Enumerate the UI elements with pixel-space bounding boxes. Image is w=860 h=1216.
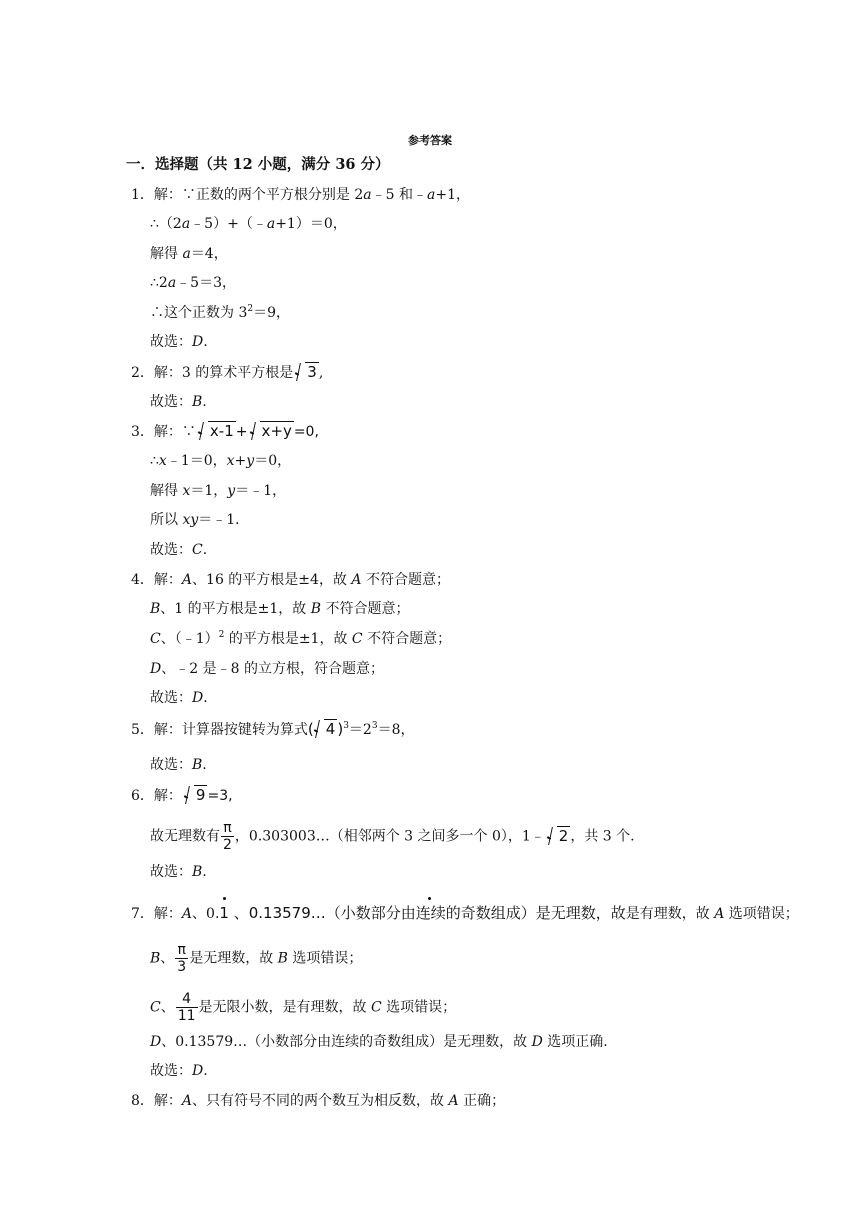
q3-answer: 故选：C. <box>150 542 208 558</box>
q7-line-3: C、 $\frac{4}{11}$ 是无限小数，是有理数，故 C 选项错误； <box>150 991 457 1024</box>
q1-line-5: ∴这个正数为 $3^2=9$， <box>150 304 291 321</box>
sqrt-9: 9 <box>184 785 208 805</box>
q3-line-2: ∴x﹣1＝0，x+y＝0， <box>150 453 292 469</box>
q4-line-2: B、1 的平方根是±1，故 B 不符合题意； <box>150 601 410 617</box>
repeating-digit-1: 1 <box>219 904 229 922</box>
q4-line-3: C、（﹣1）$^2$ 的平方根是±1，故 C 不符合题意； <box>150 630 452 647</box>
repeating-digit-3: 、0.13579…（小数部分由连续的奇数组成）是无理数，故 <box>233 904 626 922</box>
fraction-4-over-11: $\frac{4}{11}$ <box>177 991 196 1024</box>
q4-line-4: D、﹣2 是﹣8 的立方根，符合题意； <box>150 661 384 677</box>
q1-line-1: 1．解：∵正数的两个平方根分别是 2a﹣5 和﹣a+1， <box>131 187 470 203</box>
q7-line-2: B、 $\frac{\pi}{3}$ 是无理数，故 B 选项错误； <box>150 942 363 975</box>
q4-answer: 故选：D. <box>150 690 208 706</box>
q3-line-4: 所以 xy＝﹣1． <box>150 512 250 528</box>
q3-line-1: 3．解：∵ x-1 + x+y =0, <box>131 422 319 440</box>
q1-line-2: ∴（2a﹣5）+（﹣a+1）＝0， <box>150 216 347 232</box>
section-heading: 一．选择题（共 12 小题，满分 36 分） <box>126 156 390 173</box>
q6-line-2: 故无理数有 $\frac{\pi}{2}$ ，0.303003…（相邻两个 3 之间多一个 0），1﹣ 2 ，共 3 个. <box>150 820 635 853</box>
sqrt-x-minus-1: x-1 <box>198 421 236 441</box>
sqrt-2: 2 <box>547 826 571 846</box>
q8-line-1: 8．解：A、只有符号不同的两个数互为相反数，故 A 正确； <box>131 1093 506 1109</box>
sqrt-x-plus-y: x+y <box>250 421 294 441</box>
q7-line-4: D、0.13579…（小数部分由连续的奇数组成）是无理数，故 D 选项正确. <box>150 1034 608 1050</box>
q2-line-1: 2．解：3 的算术平方根是 3 , <box>131 363 324 381</box>
page-title: 参考答案 <box>408 134 452 147</box>
q1-line-3: 解得 a＝4， <box>150 246 228 262</box>
q5-line-1: 5．解：计算器按键转为算式( 4 )$^3=2^3=8$， <box>131 720 415 738</box>
q4-line-1: 4．解：A、16 的平方根是±4，故 A 不符合题意； <box>131 572 450 588</box>
fraction-pi-over-3: $\frac{\pi}{3}$ <box>177 942 187 975</box>
sqrt-3: 3 <box>295 362 319 382</box>
q5-answer: 故选：B. <box>150 757 207 773</box>
sqrt-4: 4 <box>314 719 338 739</box>
q6-line-1: 6．解： 9 =3, <box>131 786 233 804</box>
q7-line-1: 7．解：A、0.1 、0.13579…（小数部分由连续的奇数组成）是无理数，故是有理数，故 A 选项错误； <box>131 904 799 922</box>
fraction-pi-over-2: $\frac{\pi}{2}$ <box>223 820 232 853</box>
q6-answer: 故选：B. <box>150 864 207 880</box>
q7-answer: 故选：D. <box>150 1063 208 1079</box>
q2-answer: 故选：B. <box>150 394 207 410</box>
q1-line-4: ∴2a﹣5＝3， <box>150 275 237 291</box>
q1-answer: 故选：D. <box>150 334 208 350</box>
q3-line-3: 解得 x＝1，y＝﹣1， <box>150 483 287 499</box>
